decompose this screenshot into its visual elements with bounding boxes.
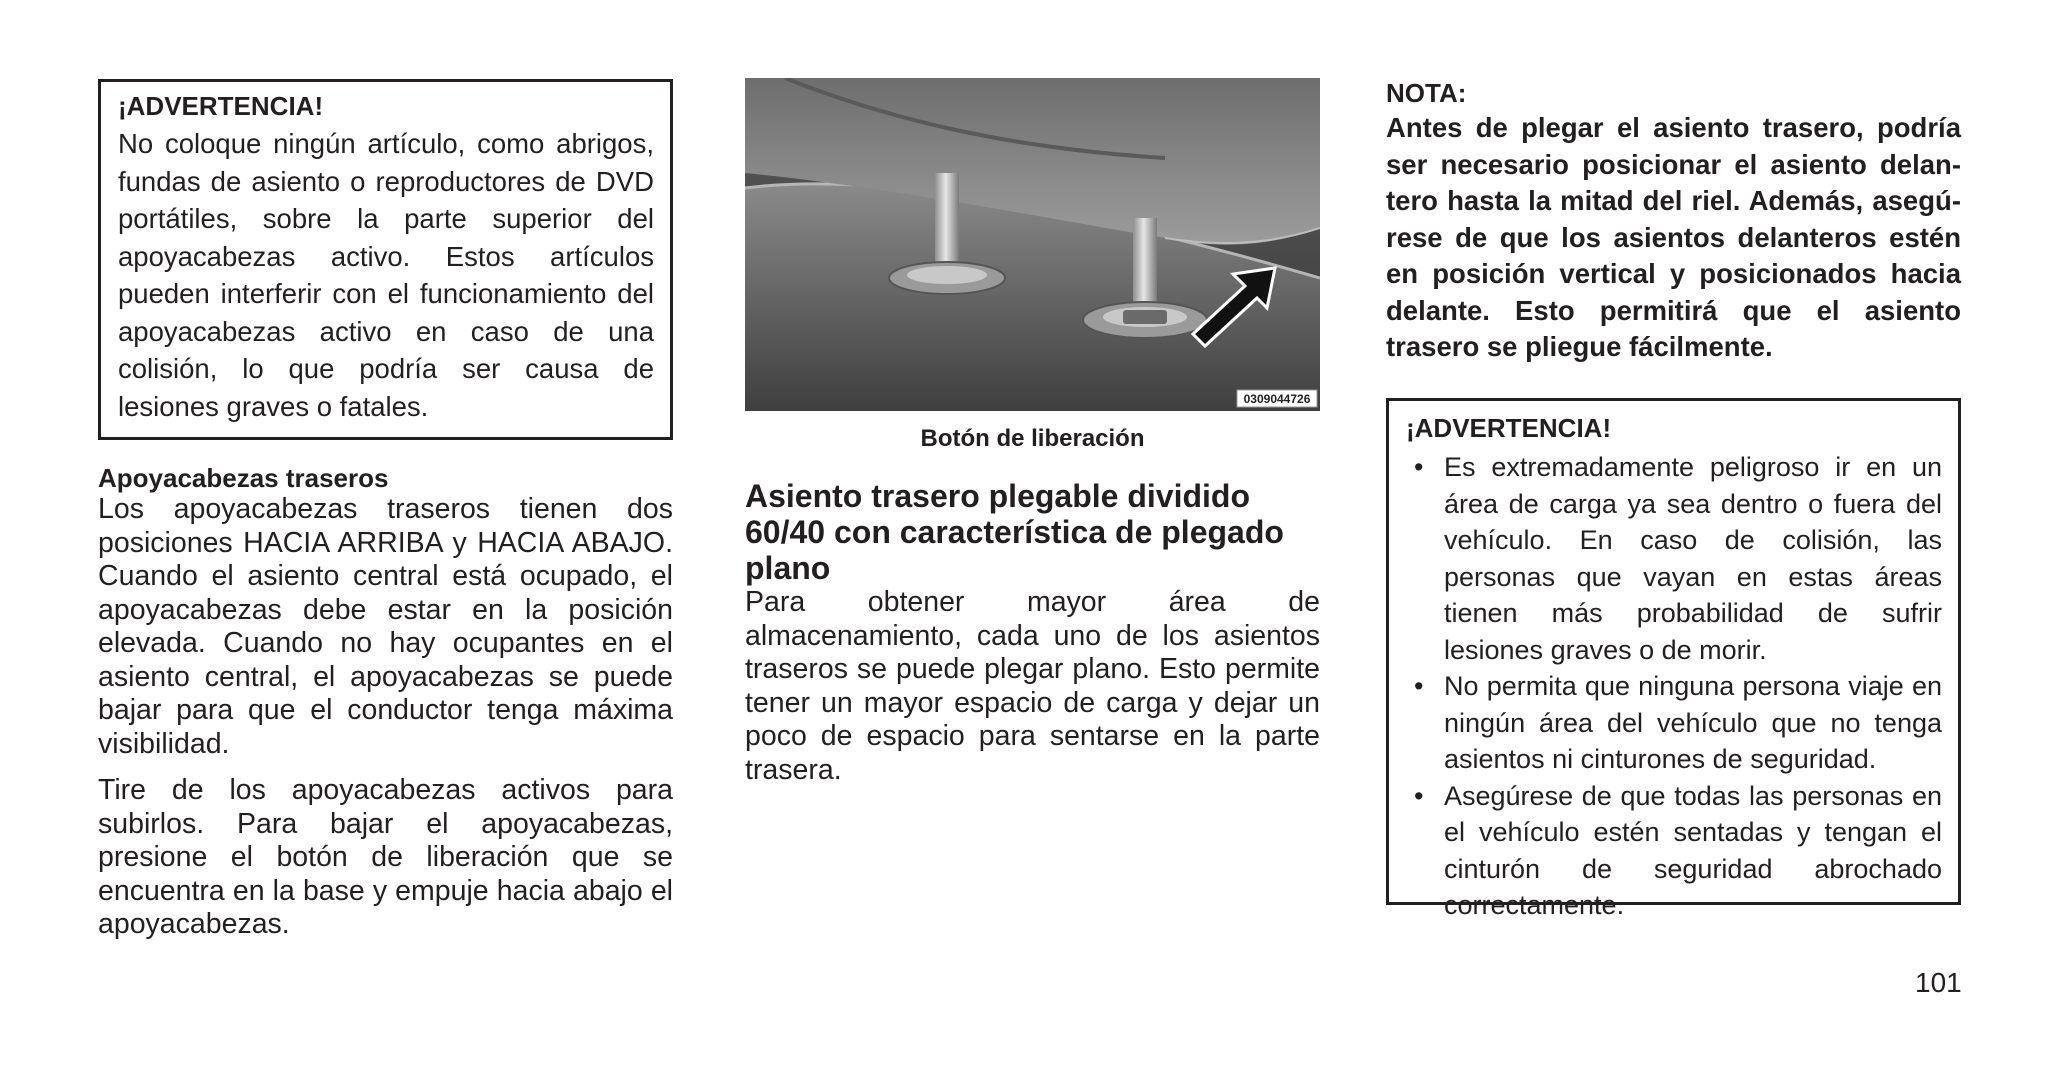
list-item-text: Asegúrese de que todas las personas en el vehículo estén sentadas y tengan el cinturón de seguridad abrochado correctamente. [1444, 780, 1942, 920]
warning-title: ¡ADVERTENCIA! [118, 91, 324, 121]
note-label: NOTA: [1386, 78, 1467, 108]
warning-text: No coloque ningún artículo, como abrigos, fundas de asiento o reproductores de DVD portátiles, sobre la parte superior del apoyacabezas activo. Estos artículos pueden interferir con el funcionamiento del apoyacabezas activo en caso de una colisión, lo que podría ser causa de lesiones graves o fatales. [118, 128, 654, 422]
left-column-text [98, 463, 673, 942]
bullet-icon: • [1414, 780, 1424, 811]
note-block [1386, 78, 1961, 366]
figure-code: 0309044726 [1243, 392, 1311, 406]
note-text: Antes de plegar el asiento trasero, podría ser necesario posicionar el asiento delantero hasta la mitad del riel. Además, asegúrese de que los asientos delanteros estén en posición vertical y posicionados hacia delante. Esto permitirá que el asiento trasero se pliegue fácilmente. [1386, 112, 1961, 362]
bullet-icon: • [1414, 452, 1424, 482]
paragraph-folding-seat: Para obtener mayor área de almacenamiento, cada uno de los asientos traseros se puede plegar plano. Esto permite tener un mayor espacio de carga y dejar un poco de espacio para sentarse en la parte trasera. [745, 586, 1320, 786]
list-item [1406, 668, 1942, 778]
middle-column-text [745, 478, 1320, 787]
list-item [1406, 778, 1942, 924]
warning-box-right [1386, 398, 1961, 920]
warning-title: ¡ADVERTENCIA! [1406, 413, 1612, 443]
section-title-folding-seat: Asiento trasero plegable dividido 60/40 con característica de plegado plano [745, 478, 1284, 586]
warning-list [1406, 449, 1942, 924]
warning-box-left [98, 79, 673, 440]
subheading-rear-headrests: Apoyacabezas traseros [98, 463, 389, 493]
paragraph-rear-headrests: Los apoyacabezas traseros tienen dos posiciones HACIA ARRIBA y HACIA ABAJO. Cuando el asiento central está ocupado, el apoyacabezas debe estar en la posición elevada. Cuando no hay ocupantes en el asiento central, el apoyacabezas se puede bajar para que el conductor tenga máxima visibilidad. [98, 493, 673, 760]
headrest-release-button-figure [745, 78, 1320, 411]
bullet-icon: • [1414, 671, 1424, 701]
page-number: 101 [1915, 967, 1962, 998]
list-item-text: Es extremadamente peligroso ir en un área de carga ya sea dentro o fuera del vehículo. En caso de colisión, las personas que vayan en estas áreas tienen más probabilidad de sufrir lesiones graves o de morir. [1444, 452, 1942, 665]
list-item-text: No permita que ninguna persona viaje en ningún área del vehículo que no tenga asientos ni cinturones de seguridad. [1444, 671, 1942, 774]
paragraph-raise-lower: Tire de los apoyacabezas activos para subirlos. Para bajar el apoyacabezas, presione el botón de liberación que se encuentra en la base y empuje hacia abajo el apoyacabezas. [98, 774, 673, 940]
figure-caption: Botón de liberación [920, 425, 1145, 452]
list-item [1406, 449, 1942, 668]
